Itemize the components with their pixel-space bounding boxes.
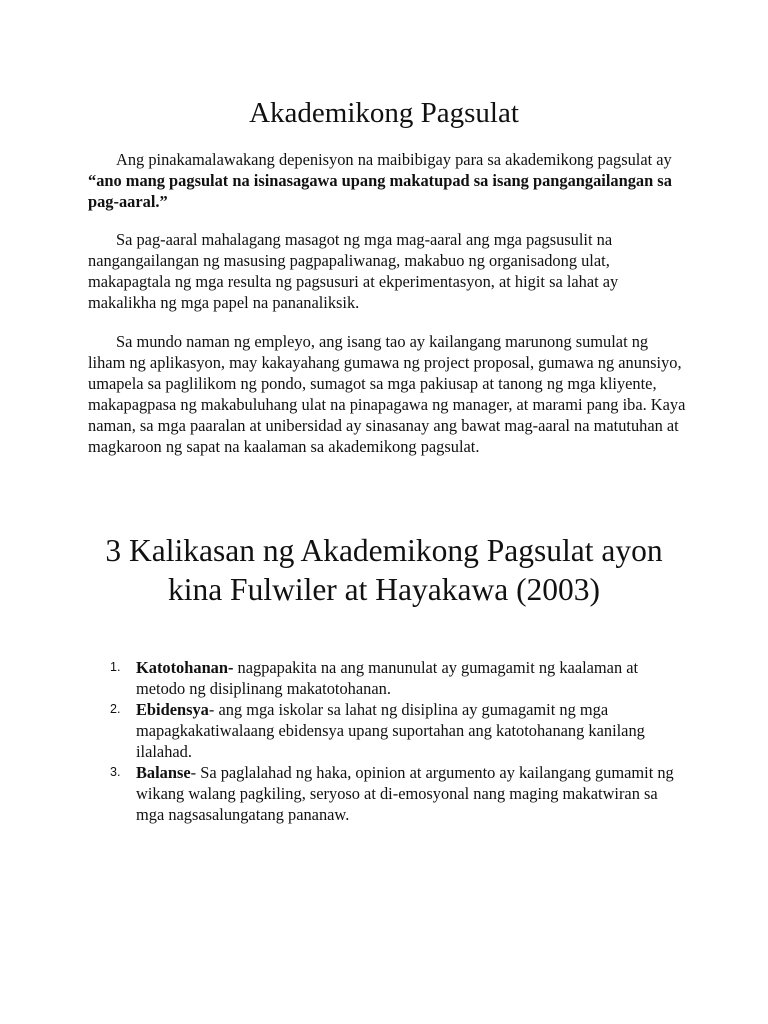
characteristics-list (88, 657, 688, 825)
list-item (88, 762, 688, 825)
list-item-number: 1. (110, 660, 121, 674)
section-heading-line-1: 3 Kalikasan ng Akademikong Pagsulat ayon (105, 533, 663, 568)
list-item-number: 2. (110, 702, 121, 716)
list-item-text: nagpapakita na ang manunulat ay gumagamit ng kaalaman at metodo ng disiplinang makatotohanan. (136, 658, 639, 698)
list-item-term: Balanse (136, 763, 191, 782)
list-item-term: Katotohanan- (136, 658, 234, 677)
definition-lead: Ang pinakamalawakang depenisyon na maibibigay para sa akademikong pagsulat ay (116, 150, 672, 169)
list-item-text: - ang mga iskolar sa lahat ng disiplina ay gumagamit ng mga mapagkakatiwalaang ebidensya upang suportahan ang katotohanang kanilang ilalahad. (136, 700, 645, 761)
list-item-text: - Sa paglalahad ng haka, opinion at argumento ay kailangang gumamit ng wikang walang pagkiling, seryoso at di-emosyonal nang maging makatwiran sa mga nagsasalungatang pananaw. (136, 763, 674, 824)
school-context-paragraph: Sa pag-aaral mahalagang masagot ng mga mag-aaral ang mga pagsusulit na nangangailangan ng masusing pagpapaliwanag, makabuo ng organisadong ulat, makapagtala ng mga resulta ng pagsusuri at ekperimentasyon, at higit sa lahat ay makalikha ng mga papel na pananaliksik. (88, 230, 619, 312)
employment-context-paragraph: Sa mundo naman ng empleyo, ang isang tao ay kailangang marunong sumulat ng liham ng aplikasyon, may kakayahang gumawa ng project proposal, gumawa ng anunsiyo, umapela sa paglilikom ng pondo, sumagot sa mga pakiusap at tanong ng mga kliyente, makapagpasa ng makabuluhang ulat na pinapagawa ng manager, at marami pang iba. Kaya naman, sa mga paaralan at unibersidad ay sinasanay ang bawat mag-aaral na matutuhan at magkaroon ng sapat na kaalaman sa akademikong pagsulat. (88, 332, 686, 456)
list-item (88, 657, 688, 699)
list-item (88, 699, 688, 762)
section-heading-line-2: kina Fulwiler at Hayakawa (2003) (167, 572, 601, 607)
definition-paragraph (88, 149, 688, 212)
section-heading (0, 531, 768, 609)
definition-emphasis: “ano mang pagsulat na isinasagawa upang makatupad sa isang pangangailangan sa pag-aaral.” (88, 171, 672, 211)
list-item-term: Ebidensya (136, 700, 209, 719)
document-title: Akademikong Pagsulat (249, 97, 519, 129)
list-item-number: 3. (110, 765, 121, 779)
